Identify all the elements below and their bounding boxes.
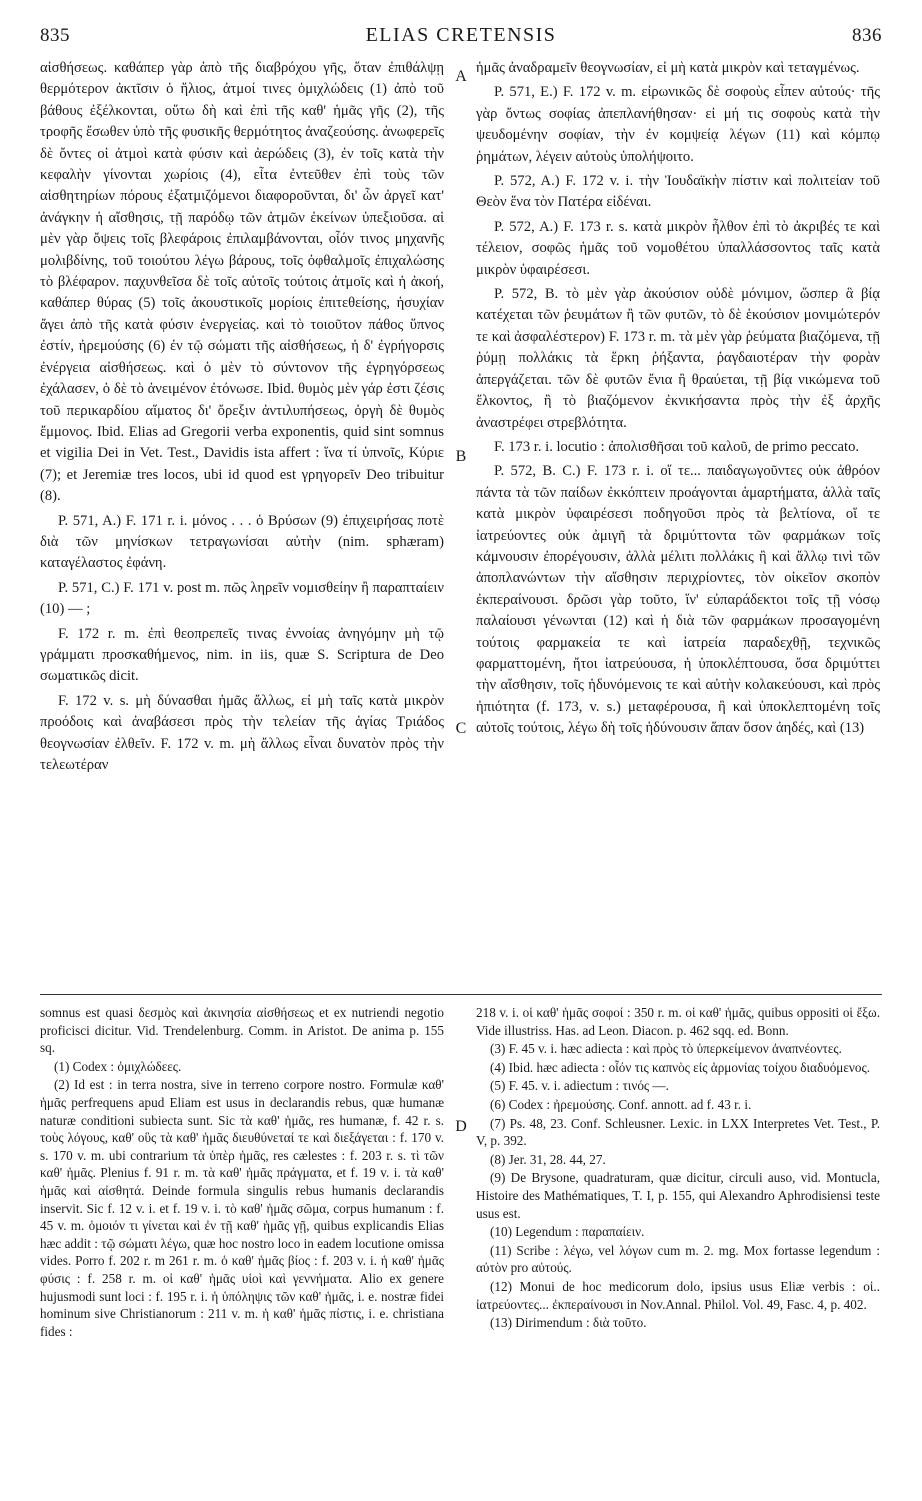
text-paragraph: P. 572, A.) F. 173 r. s. κατὰ μικρὸν ἦλθον ἐπὶ τὸ ἀκριβές τε καὶ τέλειον, σοφῶς ἡμᾶς τοῦ νομοθέτου ὑπαλλάσσοντος ταῖς κατὰ μικρὸν ὑφαιρέσεσι. [476, 218, 880, 278]
text-paragraph: F. 172 v. s. μὴ δύνασθαι ἡμᾶς ἄλλως, εἰ μὴ ταῖς κατὰ μικρὸν προόδοις καὶ ἀναβάσεσι πρὸς τὴν τελείαν τῆς ἁγίας Τριάδος θεογνωσίαν ἐλθεῖν. F. 172 v. m. μὴ ἄλλως εἶναι δυνατὸν πρὸς τὴν τελεωτέραν [40, 692, 444, 773]
footnote: (11) Scribe : λέγω, vel λόγων cum m. 2. mg. Mox fortasse legendum : αὐτὸν pro αὐτούς. [476, 1242, 880, 1276]
text-paragraph: P. 572, A.) F. 172 v. i. τὴν Ἰουδαϊκὴν πίστιν καὶ πολιτείαν τοῦ Θεὸν ἕνα τὸν Πατέρα εἰδέναι. [476, 173, 880, 211]
text-paragraph: ἡμᾶς ἀναδραμεῖν θεογνωσίαν, εἰ μὴ κατὰ μικρὸν καὶ τεταγμένως. [476, 60, 860, 76]
text-paragraph: P. 571, C.) F. 171 v. post m. πῶς ληρεῖν νομισθείην ἢ παραπταίειν (10) — ; [40, 579, 444, 618]
running-header [40, 24, 882, 52]
footnote: somnus est quasi δεσμὸς καὶ ἀκινησία αἰσθήσεως et ex nutriendi negotio proficisci dicitur. Vid. Trendelenburg. Comm. in Aristot. De anima p. 155 sq. [40, 1005, 444, 1056]
margin-marker-d: D [455, 1118, 467, 1135]
text-paragraph: P. 572, B. τὸ μὲν γὰρ ἀκούσιον οὐδὲ μόνιμον, ὥσπερ ἃ βίᾳ κατέχεται τῶν ῥευμάτων ἢ τῶν φυτῶν, τὸ δὲ ἑκούσιον μονιμώτερόν τε καὶ ἀσφαλέστερον) F. 173 r. m. τὰ μὲν γὰρ ῥεύματα βιαζόμενα, τῇ ῥύμῃ πολλάκις τὰ ἕρκη ῥήξαντα, ῥαγδαιοτέραν τὴν φορὰν ἀπεργάζεται. τῶν δὲ φυτῶν ἔνια ἢ θραύεται, τῇ βίᾳ νικώμενα τοῦ ἕλκοντος, ἢ τὸ βιαζόμενον ἐκνικήσαντα πρὸς τὴν ἐξ ἀρχῆς ἀναστρέφει στρεβλότητα. [476, 286, 880, 431]
footnotes-left-column [40, 1004, 444, 1484]
footnote: (13) Dirimendum : διὰ τοῦτο. [490, 1315, 647, 1331]
footnote: (2) Id est : in terra nostra, sive in terreno corpore nostro. Formulæ καθ' ἡμᾶς perfrequens apud Eliam est usus in declarandis rebus, quæ humanæ naturæ conditioni subiecta sunt. Sic τὰ καθ' ἡμᾶς, res humanæ, f. 42 r. s. τοὺς λόγους, καθ' οὓς τὰ καθ' ἡμᾶς διευθύνεταί τε καὶ διεξάγεται : f. 170 v. s. 170 v. m. ubi contrarium τὰ ὑπὲρ ἡμᾶς, res cælestes : f. 203 r. s. τὶ τῶν καθ' ἡμᾶς. Plenius f. 91 r. m. τὰ καθ' ἡμᾶς πράγματα, et f. 19 v. i. τὰ καθ' ἡμᾶς καὶ αἰσθητά. Deinde formula singulis rebus humanis declarandis inservit. Sic f. 12 v. i. et f. 19 v. i. τὸ καθ' ἡμᾶς σῶμα, corpus humanum : f. 45 v. m. ὁμοιόν τι γίνεται καὶ ἐν τῇ καθ' ἡμᾶς γῇ, quibus explicandis Elias hæc addit : τῷ σώματι λέγω, quæ hoc nostro loco in eadem locutione omissa vides. Porro f. 202 r. m 261 r. m. ὁ καθ' ἡμᾶς βίος : f. 203 v. i. ἡ καθ' ἡμᾶς φύσις : f. 258 r. m. οἱ καθ' ἡμᾶς υἱοὶ καὶ γεννήματα. Alio ex genere hujusmodi sunt loci : f. 195 r. i. ἡ ὑπόληψις τῶν καθ' ἡμᾶς, i. e. nostræ fidei hominum sive Christianorum : 211 v. m. ἡ καθ' ἡμᾶς πίστις, i. e. christiana fides : [40, 1077, 444, 1339]
footnote: (8) Jer. 31, 28. 44, 27. [490, 1151, 606, 1167]
footnote: (9) De Brysone, quadraturam, quæ dicitur, circuli auso, vid. Montucla, Histoire des Mathématiques, T. I, p. 155, qui Alexandro Aphrodisiensi teste usus est. [476, 1170, 880, 1221]
margin-marker-c: C [455, 720, 467, 737]
margin-marker-b: B [455, 448, 467, 465]
footnote: (7) Ps. 48, 23. Conf. Schleusner. Lexic. in LXX Interpretes Vet. Test., P. V, p. 392. [476, 1115, 880, 1149]
footnote: (12) Monui de hoc medicorum dolo, ipsius usus Eliæ verbis : οἱ.. ἰατρεύοντες... ἐκπεραίνουσι in Nov.Annal. Philol. Vol. 49, Fasc. 4, p. 402. [476, 1278, 880, 1312]
footnote: (6) Codex : ἠρεμούσης. Conf. annott. ad f. 43 r. i. [490, 1096, 752, 1112]
footnote: (4) Ibid. hæc adiecta : οἷόν τις καπνὸς εἰς ἁρμονίας τοίχου διαδυόμενος. [490, 1059, 870, 1075]
footnotes-right-column [476, 1004, 880, 1484]
margin-marker-a: A [455, 68, 467, 85]
text-paragraph: αἰσθήσεως. καθάπερ γὰρ ἀπὸ τῆς διαβρόχου γῆς, ὅταν ἐπιθάλψῃ θερμότερον ἀκτῖσιν ὁ ἥλιος, ἀτμοί τινες ὁμιχλώδεις (1) ἀπὸ τοῦ βάθους ἐξέλκονται, οὕτω δὴ καὶ ἐπὶ τῆς καθ' ἡμᾶς γῆς (2), τῆς τροφῆς ἔσωθεν ὑπὸ τῆς φυσικῆς θερμότητος ἀναζεούσης. ἀνωφερεῖς δὲ ὄντες οἱ ἀτμοὶ κατὰ φύσιν καὶ ἀερώδεις (3), ἐν τοῖς κατὰ τὴν κεφαλὴν γίνονται χωρίοις (4), εἶτα ἐντεῦθεν ἐπὶ τοὺς τῶν αἰσθητηρίων πόρους ἐξατμιζόμενοι διαφοροῦνται, δι' ὧν ἀργεῖ κατ' ἀνάγκην ἡ αἴσθησις, τῇ παρόδῳ τῶν ἀτμῶν ἐκείνων ὑπεξιοῦσα. αἱ μὲν γὰρ ὄψεις τοῖς βλεφάροις ἐπιλαμβάνονται, οἷόν τινος μηχανῆς μολιβδίνης, τοῦ τοιούτου λέγω βάρους, τοῖς ὀφθαλμοῖς ἐπιχαλώσης τὸ βλέφαρον. παχυνθεῖσα δὲ τοῖς αὐτοῖς τούτοις ἀτμοῖς καὶ ἡ ἀκοή, καθάπερ θύρας (5) τοῖς ἀκουστικοῖς μορίοις ἐπιτεθείσης, ἡσυχίαν ἄγει ἀπὸ τῆς κατὰ φύσιν ἐνεργείας. καὶ τὸ τοιοῦτον πάθος ὕπνος ἐστίν, ἠρεμούσης (6) ἐν τῷ σώματι τῆς αἰσθήσεως, ἡ δ' ἐγρήγορσις ἐνέργεια αἰσθήσεως. καὶ ὁ μὲν τὸ σύντονον τῆς ἐγρηγόρσεως ἐχάλασεν, ὁ δὲ τὸ ἀνειμένον ἐτόνωσε. Ibid. θυμὸς μὲν γάρ ἐστι ζέσις τοῦ περικαρδίου αἵματος δι' ὄρεξιν ἀντιλυπήσεως, ὀργὴ δὲ θυμὸς ἔμμονος. Ibid. Elias ad Gregorii verba exponentis, quid sint somnus et vigilia Dei in Vet. Test., Davidis ista affert : ἵνα τί ὑπνοῖς, Κύριε (7); et Jeremiæ tres locos, ubi id quod est γρηγορεῖν Deo tribuitur (8). [40, 60, 444, 505]
footnote: (10) Legendum : παραπαίειν. [490, 1224, 645, 1240]
left-column-number: 835 [40, 25, 70, 46]
running-title: ELIAS CRETENSIS [365, 24, 557, 46]
text-paragraph: P. 571, E.) F. 172 v. m. εἰρωνικῶς δὲ σοφοὺς εἶπεν αὐτούς· τῆς γὰρ ὄντως σοφίας ἀπεπλανήθησαν· εἰ μή τις σοφοὺς κατὰ τὴν ψευδομένην σοφίαν, τὴν ἐν κομψείᾳ λέγων (11) καὶ κόμπῳ ῥημάτων, λέγειν αὐτοὺς ὑπολήψοιτο. [476, 84, 880, 165]
footnote: (1) Codex : ὁμιχλώδεες. [54, 1058, 182, 1074]
main-text-left-column [40, 58, 444, 988]
main-text-right-column [476, 58, 880, 988]
text-paragraph: P. 572, B. C.) F. 173 r. i. οἵ τε... παιδαγωγοῦντες οὐκ ἀθρόον πάντα τὰ τῶν παίδων ἐκκόπτειν προάγονται ἁμαρτήματα, ἀλλὰ ταῖς κατὰ μικρὸν ὑφαιρέσεσι ποδηγοῦσι πρὸς τὰ βελτίονα, οἵ τε ἰατρεύοντες οὐκ ἀμιγῆ τὰ δριμύττοντα τῶν φαρμάκων τοῖς κάμνουσιν ἐπορέγουσιν, ἀλλὰ μέλιτι πολλάκις ἢ καὶ ἄλλῳ τινὶ τῶν ἀποπλανώντων τὴν αἴσθησιν περιχρίοντες, τὸν οἰκεῖον σκοπὸν ἐκπεραίνουσι. δρῶσι γὰρ τοῦτο, ἵν' εὐπαράδεκτοι τοῖς τῇ νόσῳ παλαίουσι γένωνται (12) καὶ ἡ διὰ τῶν φαρμάκων προσαγομένη τούτοις φαρμακεία τε καὶ ἰατρεία παραδεχθῇ, τεχνικῶς φαρματτομένη, ἤτοι ἰατρεύουσα, ἡ ὑποκλέπτουσα, ὅσα δριμύττει τὴν αἴσθησιν, τοῖς ἡδυνόμενοις τε καὶ αὐτὴν κολακεύουσι, καὶ πρὸς ἠπιότητα (f. 173, v. s.) μεταφέρουσα, ἢ καὶ ὑποκλεπτομένη τοῖς αὐτοῖς τούτοις, λέγω δὴ τοῖς ἡδύνουσιν ἅπαν ὅσον ἀηδές, καὶ (13) [476, 463, 880, 737]
text-paragraph: F. 172 r. m. ἐπὶ θεοπρεπεῖς τινας ἐννοίας ἀνηγόμην μὴ τῷ γράμματι προσκαθήμενος, nim. in iis, quæ S. Scriptura de Deo σωματικῶς dicit. [40, 625, 444, 685]
right-column-number: 836 [852, 25, 882, 46]
footnote: 218 v. i. οἱ καθ' ἡμᾶς σοφοί : 350 r. m. οἱ καθ' ἡμᾶς, quibus oppositi οἱ ἔξω. Vide illustriss. Has. ad Leon. Diacon. p. 462 sqq. ed. Bonn. [476, 1005, 880, 1038]
footnote-divider [40, 994, 882, 995]
footnote: (5) F. 45. v. i. adiectum : τινός —. [490, 1078, 669, 1094]
footnote: (3) F. 45 v. i. hæc adiecta : καὶ πρὸς τὸ ὑπερκείμενον ἀναπνέοντες. [490, 1041, 842, 1057]
text-paragraph: F. 173 r. i. locutio : ἀπολισθῆσαι τοῦ καλοῦ, de primo peccato. [494, 438, 860, 455]
text-paragraph: P. 571, A.) F. 171 r. i. μόνος . . . ὁ Βρύσων (9) ἐπιχειρήσας ποτὲ διὰ τῶν μηνίσκων τετραγωνίσαι αὐτὴν (nim. sphæram) καταγέλαστος ἐφάνη. [40, 512, 444, 572]
